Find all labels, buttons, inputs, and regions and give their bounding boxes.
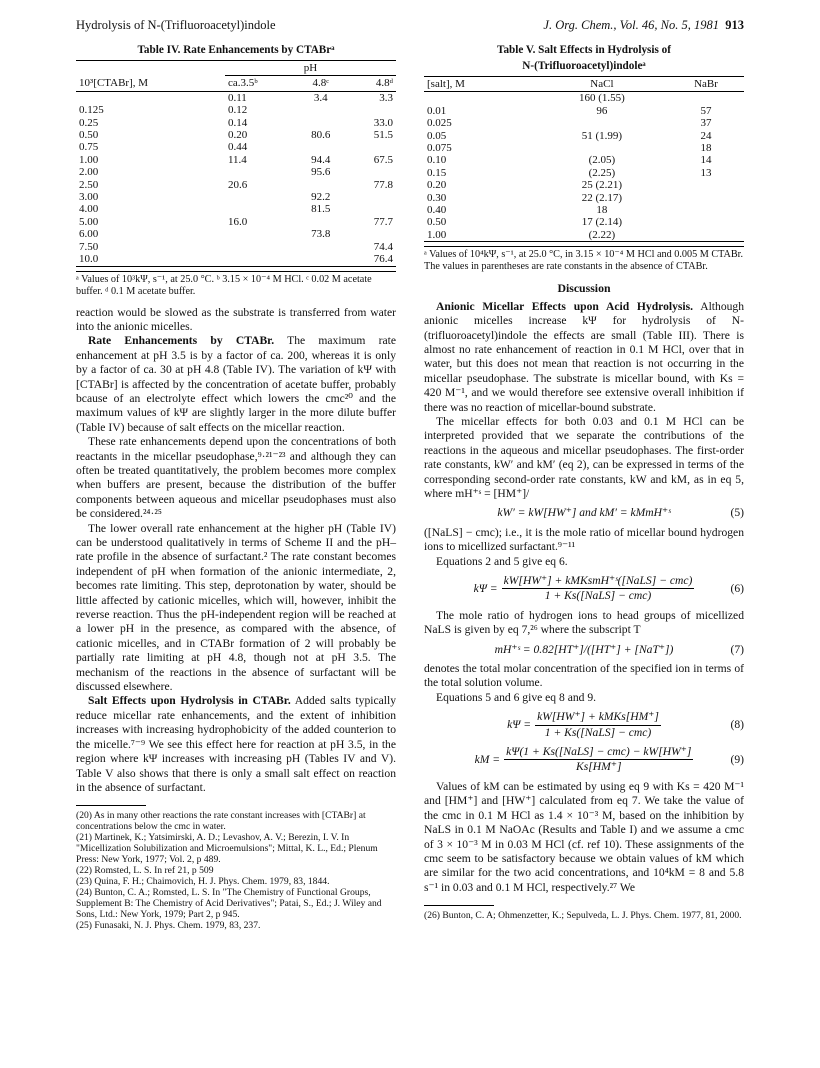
paragraph: ([NaLS] − cmc); i.e., it is the mole ratio of micellar bound hydrogen ions to micellized surfactant.⁹⁻¹¹: [424, 525, 744, 554]
table4-row-cell: 33.0: [373, 116, 393, 129]
equation-6: [424, 574, 744, 604]
table4-row: [76, 166, 396, 178]
table5-row-cell: [668, 179, 744, 191]
table4-col-header: 4.8ᵈ: [375, 77, 393, 90]
footnote-rule: [76, 805, 146, 806]
equation-body: mH⁺ˢ = 0.82[HT⁺]/([HT⁺] + [NaT⁺]): [494, 642, 674, 656]
table5-row-cell: 0.01: [427, 104, 447, 117]
table5: [424, 76, 744, 242]
denominator: 1 + Ks([NaLS] − cmc): [544, 725, 652, 739]
table5-row-cell: [424, 92, 536, 105]
table4-row-cell: 0.20: [227, 129, 248, 142]
table5-row: [424, 117, 744, 129]
table5-row-cell: 25 (2.21): [581, 179, 623, 192]
table4-row-cell: 74.4: [373, 240, 393, 253]
paragraph: denotes the total molar concentration of the specified ion in terms of the total solution volume.: [424, 662, 744, 690]
table4-row-cell: 16.0: [227, 215, 248, 228]
equation-8: [424, 710, 744, 740]
table5-row-cell: 0.075: [427, 142, 452, 155]
section-title: Discussion: [557, 281, 611, 296]
table4-row-cell: 3.00: [79, 191, 99, 204]
paragraph: [76, 694, 396, 795]
paragraph: reaction would be slowed as the substrate is transferred from water into the anionic micelles.: [76, 305, 396, 333]
table4-row: [76, 179, 396, 191]
table5-row-cell: 17 (2.14): [581, 216, 623, 229]
footnotes: [76, 810, 396, 931]
footnote: (26) Bunton, C. A; Ohmenzetter, K.; Sepulveda, L. J. Phys. Chem. 1977, 81, 2000.: [424, 910, 742, 922]
footnote: (23) Quina, F. H.; Chaimovich, H. J. Phys. Chem. 1979, 83, 1844.: [76, 876, 330, 888]
footnote: (22) Romsted, L. S. In ref 21, p 509: [76, 865, 214, 877]
denominator: Ks[HM⁺]: [576, 760, 622, 774]
table4-row-cell: [225, 253, 296, 266]
table4-row: [76, 228, 396, 240]
paragraph: The mole ratio of hydrogen ions to head groups of micellized NaLS is given by eq 7,²⁶ where the subscript T: [424, 608, 744, 637]
table4-row-cell: 6.00: [79, 228, 99, 241]
table5-row-cell: [536, 142, 668, 154]
table4-row-cell: [225, 191, 296, 203]
table4-caption: Table IV. Rate Enhancements by CTABrᵃ: [137, 44, 335, 56]
table4-row-cell: 67.5: [373, 153, 393, 166]
table5-row-cell: [668, 192, 744, 204]
table4-row-cell: 7.50: [79, 240, 99, 253]
table5-row-cell: 0.20: [427, 179, 447, 192]
table5-row-cell: [668, 229, 744, 242]
page-number: 913: [725, 18, 744, 32]
table4-row-cell: [225, 166, 296, 178]
table4-row: [76, 129, 396, 141]
table4-row-cell: 3.4: [313, 91, 328, 104]
table4-row: [76, 241, 396, 253]
table5-row-cell: 0.50: [427, 216, 447, 229]
table4-row-cell: 0.14: [227, 116, 248, 129]
table4-row-cell: [346, 228, 396, 240]
table5-row-cell: 0.40: [427, 204, 447, 217]
table5-row-cell: 0.10: [427, 154, 447, 167]
table4-row-cell: [346, 203, 396, 215]
equation-7: [424, 643, 744, 657]
table4-row-cell: 0.75: [79, 141, 99, 154]
table5-row-cell: [668, 216, 744, 228]
table4-row: [76, 216, 396, 228]
table4-row: [76, 104, 396, 116]
table5-row: [424, 216, 744, 228]
journal-citation: J. Org. Chem., Vol. 46, No. 5, 1981: [543, 18, 719, 32]
equation-number: (5): [730, 506, 744, 520]
table4-row-cell: 95.6: [311, 166, 331, 179]
equation-fraction: [504, 745, 693, 775]
equation-5: [424, 506, 744, 520]
table4-row-cell: [296, 179, 346, 191]
table5-row: [424, 204, 744, 216]
table5-row-cell: 0.025: [427, 117, 452, 130]
paragraph: The lower overall rate enhancement at the higher pH (Table IV) can be understood qualitatively in terms of Scheme II and the pH–rate profile in the absence of surfactant.² The rate constant becomes independent of pH when formation of the anionic intermediate, 2, becomes rate limiting. This step, deprotonation by water, should be little affected by cationic micelles, which will, however, inhibit the reverse reaction. Thus the pH-independent region will be reached at a lower pH in the presence, as compared with the absence, of cationic micelles, and in CTABr formation of 2 will probably be partially rate limiting at pH 4.8, though not at pH 3.5. The mechanism of the reactions in the absence of surfactant will be discussed elsewhere.: [76, 521, 396, 694]
table5-row: [424, 105, 744, 117]
left-column: [76, 44, 396, 931]
paragraph: These rate enhancements depend upon the concentrations of both reactants in the micellar pseudophase,⁹·²¹⁻²³ and although they can often be treated quantitatively, the problem becomes more complex when buffers are present, because the distribution of the buffer components between aqueous and micellar pseudophases must also be considered.²⁴·²⁵: [76, 435, 396, 521]
table4-row-cell: 0.44: [227, 141, 248, 154]
table5-row-cell: 24: [700, 129, 712, 142]
table5-row-cell: 0.30: [427, 191, 447, 204]
footnote: (24) Bunton, C. A.; Romsted, L. S. In "The Chemistry of Functional Groups, Supplement B: The Chemistry of Acid Derivatives"; Patai, S., Ed.; J. Wiley and Sons, Ltd.: New York, 1979; Part 2, p 945.: [76, 887, 382, 921]
table4-row-cell: 77.7: [373, 215, 393, 228]
table5-row-cell: (2.25): [588, 166, 616, 179]
table4-row-cell: [346, 141, 396, 153]
table4-row-cell: 76.4: [373, 253, 393, 266]
table5-row-cell: 13: [700, 166, 712, 179]
table4-row-cell: 2.50: [79, 178, 99, 191]
table4-row-cell: 2.00: [79, 166, 99, 179]
table4-row-cell: 81.5: [311, 203, 331, 216]
numerator: kW[HW⁺] + kMKsmH⁺ˢ([NaLS] − cmc): [502, 574, 695, 589]
table4-row-cell: 0.11: [227, 91, 247, 104]
table5-row: [424, 154, 744, 166]
table5-footnote: ᵃ Values of 10⁴kΨ, s⁻¹, at 25.0 °C, in 3.15 × 10⁻⁴ M HCl and 0.005 M CTABr. The values in parentheses are rate constants in the absence of CTABr.: [424, 246, 744, 273]
table4-col-header: 4.8ᶜ: [312, 77, 330, 90]
run-in-heading: Anionic Micellar Effects upon Acid Hydrolysis.: [436, 299, 694, 313]
paragraph: [76, 334, 396, 435]
equation-number: (7): [730, 642, 744, 656]
table5-row: [424, 179, 744, 191]
equation-lhs: kΨ =: [507, 717, 532, 731]
table5-row-cell: 18: [596, 204, 608, 217]
table5-row: [424, 142, 744, 154]
numerator: kΨ(1 + Ks([NaLS] − cmc) − kW[HW⁺]: [504, 745, 693, 760]
table4-row-cell: 94.4: [311, 153, 331, 166]
table4-row: [76, 141, 396, 153]
table4-row-cell: [296, 141, 346, 153]
run-in-heading: Salt Effects upon Hydrolysis in CTABr.: [88, 694, 291, 708]
table4-row-cell: 73.8: [311, 228, 331, 241]
table4-row-cell: 10.0: [79, 253, 99, 266]
table5-row-cell: (2.05): [588, 154, 616, 167]
paragraph: [424, 300, 744, 415]
equation-lhs: kM =: [474, 752, 501, 766]
footnote-rule: [424, 905, 494, 906]
equation-number: (9): [730, 752, 744, 766]
table4: [76, 60, 396, 267]
table4-row-cell: 0.12: [227, 104, 248, 117]
table5-row-cell: (2.22): [588, 228, 616, 241]
table4-col-header: ca.3.5ᵇ: [227, 77, 258, 90]
table4-row-cell: 3.3: [379, 91, 393, 104]
paragraph-text: The maximum rate enhancement at pH 3.5 is by a factor of ca. 200, whereas it is only by a factor of ca. 30 at pH 4.8 (Table IV). The variation of kΨ with [CTABr] is affected by the concentration of acetate buffer, probably bcause of an electrolyte effect which lowers the cmc²⁰ and the maximum values of kΨ are slightly larger in the more dilute buffer (Table IV) because of salt effects on the micellar reaction.: [76, 334, 396, 434]
table4-row-cell: 51.5: [373, 129, 393, 142]
right-column: [424, 44, 744, 921]
table5-col-header: NaCl: [590, 78, 614, 90]
table4-row-cell: [296, 117, 346, 129]
equation-number: (8): [730, 717, 744, 731]
table4-row-cell: 1.00: [79, 153, 99, 166]
table5-caption: Table V. Salt Effects in Hydrolysis of: [497, 44, 671, 56]
table5-row-cell: 37: [700, 117, 712, 130]
equation-9: [424, 745, 744, 775]
table5-caption: N-(Trifluoroacetyl)indoleᵃ: [522, 60, 646, 72]
table4-row-cell: 4.00: [79, 203, 99, 216]
table4-row: [76, 91, 396, 104]
table4-row-cell: 77.8: [373, 178, 393, 191]
table5-row-cell: 96: [596, 104, 608, 117]
paragraph-text: Although anionic micelles increase kΨ for hydrolysis of N-(trifluoroacetyl)indole the effects are small (Table III). There is almost no rate enhancement of reaction in 0.1 M HCl, over that in water, but this does not mean that reaction is not occurring in the micellar pseudophase. The substrate is micellar bound, with Ks = 420 M⁻¹, and we would therefore see extensive overall inhibition if there was no reaction of micellar-bound substrate.: [424, 299, 745, 414]
table4-row: [76, 154, 396, 166]
table5-col-header: [salt], M: [427, 78, 465, 90]
table4-row-cell: 80.6: [311, 129, 331, 142]
table4-row-cell: [346, 104, 396, 116]
equation-body: kW′ = kW[HW⁺] and kM′ = kMmH⁺ˢ: [497, 506, 671, 520]
table4-row-cell: 5.00: [79, 215, 99, 228]
table4-row-cell: 0.125: [79, 104, 104, 117]
table4-ph-label: pH: [225, 61, 396, 76]
table5-row-cell: 160 (1.55): [578, 92, 625, 105]
table4-row-cell: 0.25: [79, 116, 99, 129]
table5-row: [424, 167, 744, 179]
table4-row-cell: [225, 228, 296, 240]
table4-row-cell: [346, 191, 396, 203]
table5-row-cell: [668, 92, 744, 105]
table5-row: [424, 92, 744, 105]
paragraph: Equations 5 and 6 give eq 8 and 9.: [436, 690, 597, 704]
table4-row-cell: [225, 241, 296, 253]
table4-row: [76, 253, 396, 266]
table4-row-cell: [225, 203, 296, 215]
table4-col-header: 10³[CTABr], M: [79, 77, 149, 90]
paragraph-text: Added salts typically reduce micellar rate enhancements, and the extent of inhibition increases with increasing hydrophobicity of the added counterion to the micelle.⁷⁻⁹ We see this effect here for reaction at pH 3.5, in the region where kΨ increases with increasing pH (Tables IV and V). Table V also shows that there is only a small salt effect on reaction in the absence of surfactant.: [76, 694, 396, 794]
table4-row: [76, 117, 396, 129]
equation-number: (6): [730, 581, 744, 595]
table5-row-cell: 0.05: [427, 129, 447, 142]
denominator: 1 + Ks([NaLS] − cmc): [544, 589, 652, 603]
running-header-right: [543, 18, 744, 33]
table4-row-cell: 0.50: [79, 129, 99, 142]
table4-row-cell: [296, 216, 346, 228]
table4-row-cell: 92.2: [311, 191, 331, 204]
paragraph: Equations 2 and 5 give eq 6.: [436, 554, 568, 568]
table4-row: [76, 203, 396, 215]
numerator: kW[HW⁺] + kMKs[HM⁺]: [535, 710, 661, 725]
table4-row-cell: [346, 166, 396, 178]
paragraph: The micellar effects for both 0.03 and 0.1 M HCl can be interpreted provided that we separate the contributions of the reactions in the aqueous and micellar pseudophases. The first-order rate constants, kW′ and kM′ (eq 2), can be expressed in terms of the corresponding second-order rate constants, kW and kM, as in eq 5, where mH⁺ˢ = [HM⁺]/: [424, 414, 744, 500]
table5-row-cell: 1.00: [427, 228, 447, 241]
table4-row-cell: [296, 241, 346, 253]
table4-footnote: ᵃ Values of 10³kΨ, s⁻¹, at 25.0 °C. ᵇ 3.15 × 10⁻⁴ M HCl. ᶜ 0.02 M acetate buffer. ᵈ 0.1 M acetate buffer.: [76, 271, 396, 298]
footnote: (20) As in many other reactions the rate constant increases with [CTABr] at concentrations below the cmc in water.: [76, 810, 366, 833]
table4-row: [76, 191, 396, 203]
table4-row-cell: [296, 253, 346, 266]
table5-row-cell: [668, 204, 744, 216]
running-header-left: Hydrolysis of N-(Trifluoroacetyl)indole: [76, 18, 276, 32]
table4-row-cell: [296, 104, 346, 116]
footnote: (21) Martinek, K.; Yatsimirski, A. D.; Levashov, A. V.; Berezin, I. V. In "Micellization Solubilization and Microemulsions"; Mittal, K. L., Ed.; Plenum Press: New York, 1977; Vol. 2, p 489.: [76, 832, 378, 866]
table5-row-cell: 51 (1.99): [581, 129, 623, 142]
table5-row-cell: 57: [700, 104, 712, 117]
table5-row-cell: 18: [700, 142, 712, 155]
table5-row-cell: 14: [700, 154, 712, 167]
table4-row-cell: 11.4: [227, 153, 247, 166]
table4-row-cell: 20.6: [227, 178, 248, 191]
table5-row-cell: 0.15: [427, 166, 447, 179]
run-in-heading: Rate Enhancements by CTABr.: [88, 334, 275, 348]
table5-col-header: NaBr: [694, 78, 718, 90]
paragraph: Values of kM can be estimated by using eq 9 with Ks = 420 M⁻¹ and [HM⁺] and [HW⁺] calculated from eq 7. We take the value of the cmc in 0.1 M HCl as 1.4 × 10⁻³ M, based on the inhibition by NaLS in 0.1 M NaOAc (Results and Table I) and we assume a cmc of 3 × 10⁻³ M in 0.03 M HCl (cf. ref 10). These assignments of the cmc seem to be satisfactory because we obtain values of kM which are similar for the two acid concentrations, and 10⁴kM = 8 and 5.8 s⁻¹ in 0.03 and 0.1 M HCl, respectively.²⁷ We: [424, 779, 744, 894]
table5-row-cell: [536, 117, 668, 129]
table4-row-cell: [76, 91, 225, 104]
equation-fraction: [535, 710, 661, 740]
table5-row: [424, 192, 744, 204]
equation-lhs: kΨ =: [473, 581, 498, 595]
table5-row-cell: 22 (2.17): [581, 191, 623, 204]
table5-row: [424, 229, 744, 242]
table5-row: [424, 130, 744, 142]
equation-fraction: [502, 574, 695, 604]
footnote: (25) Funasaki, N. J. Phys. Chem. 1979, 83, 237.: [76, 920, 261, 932]
